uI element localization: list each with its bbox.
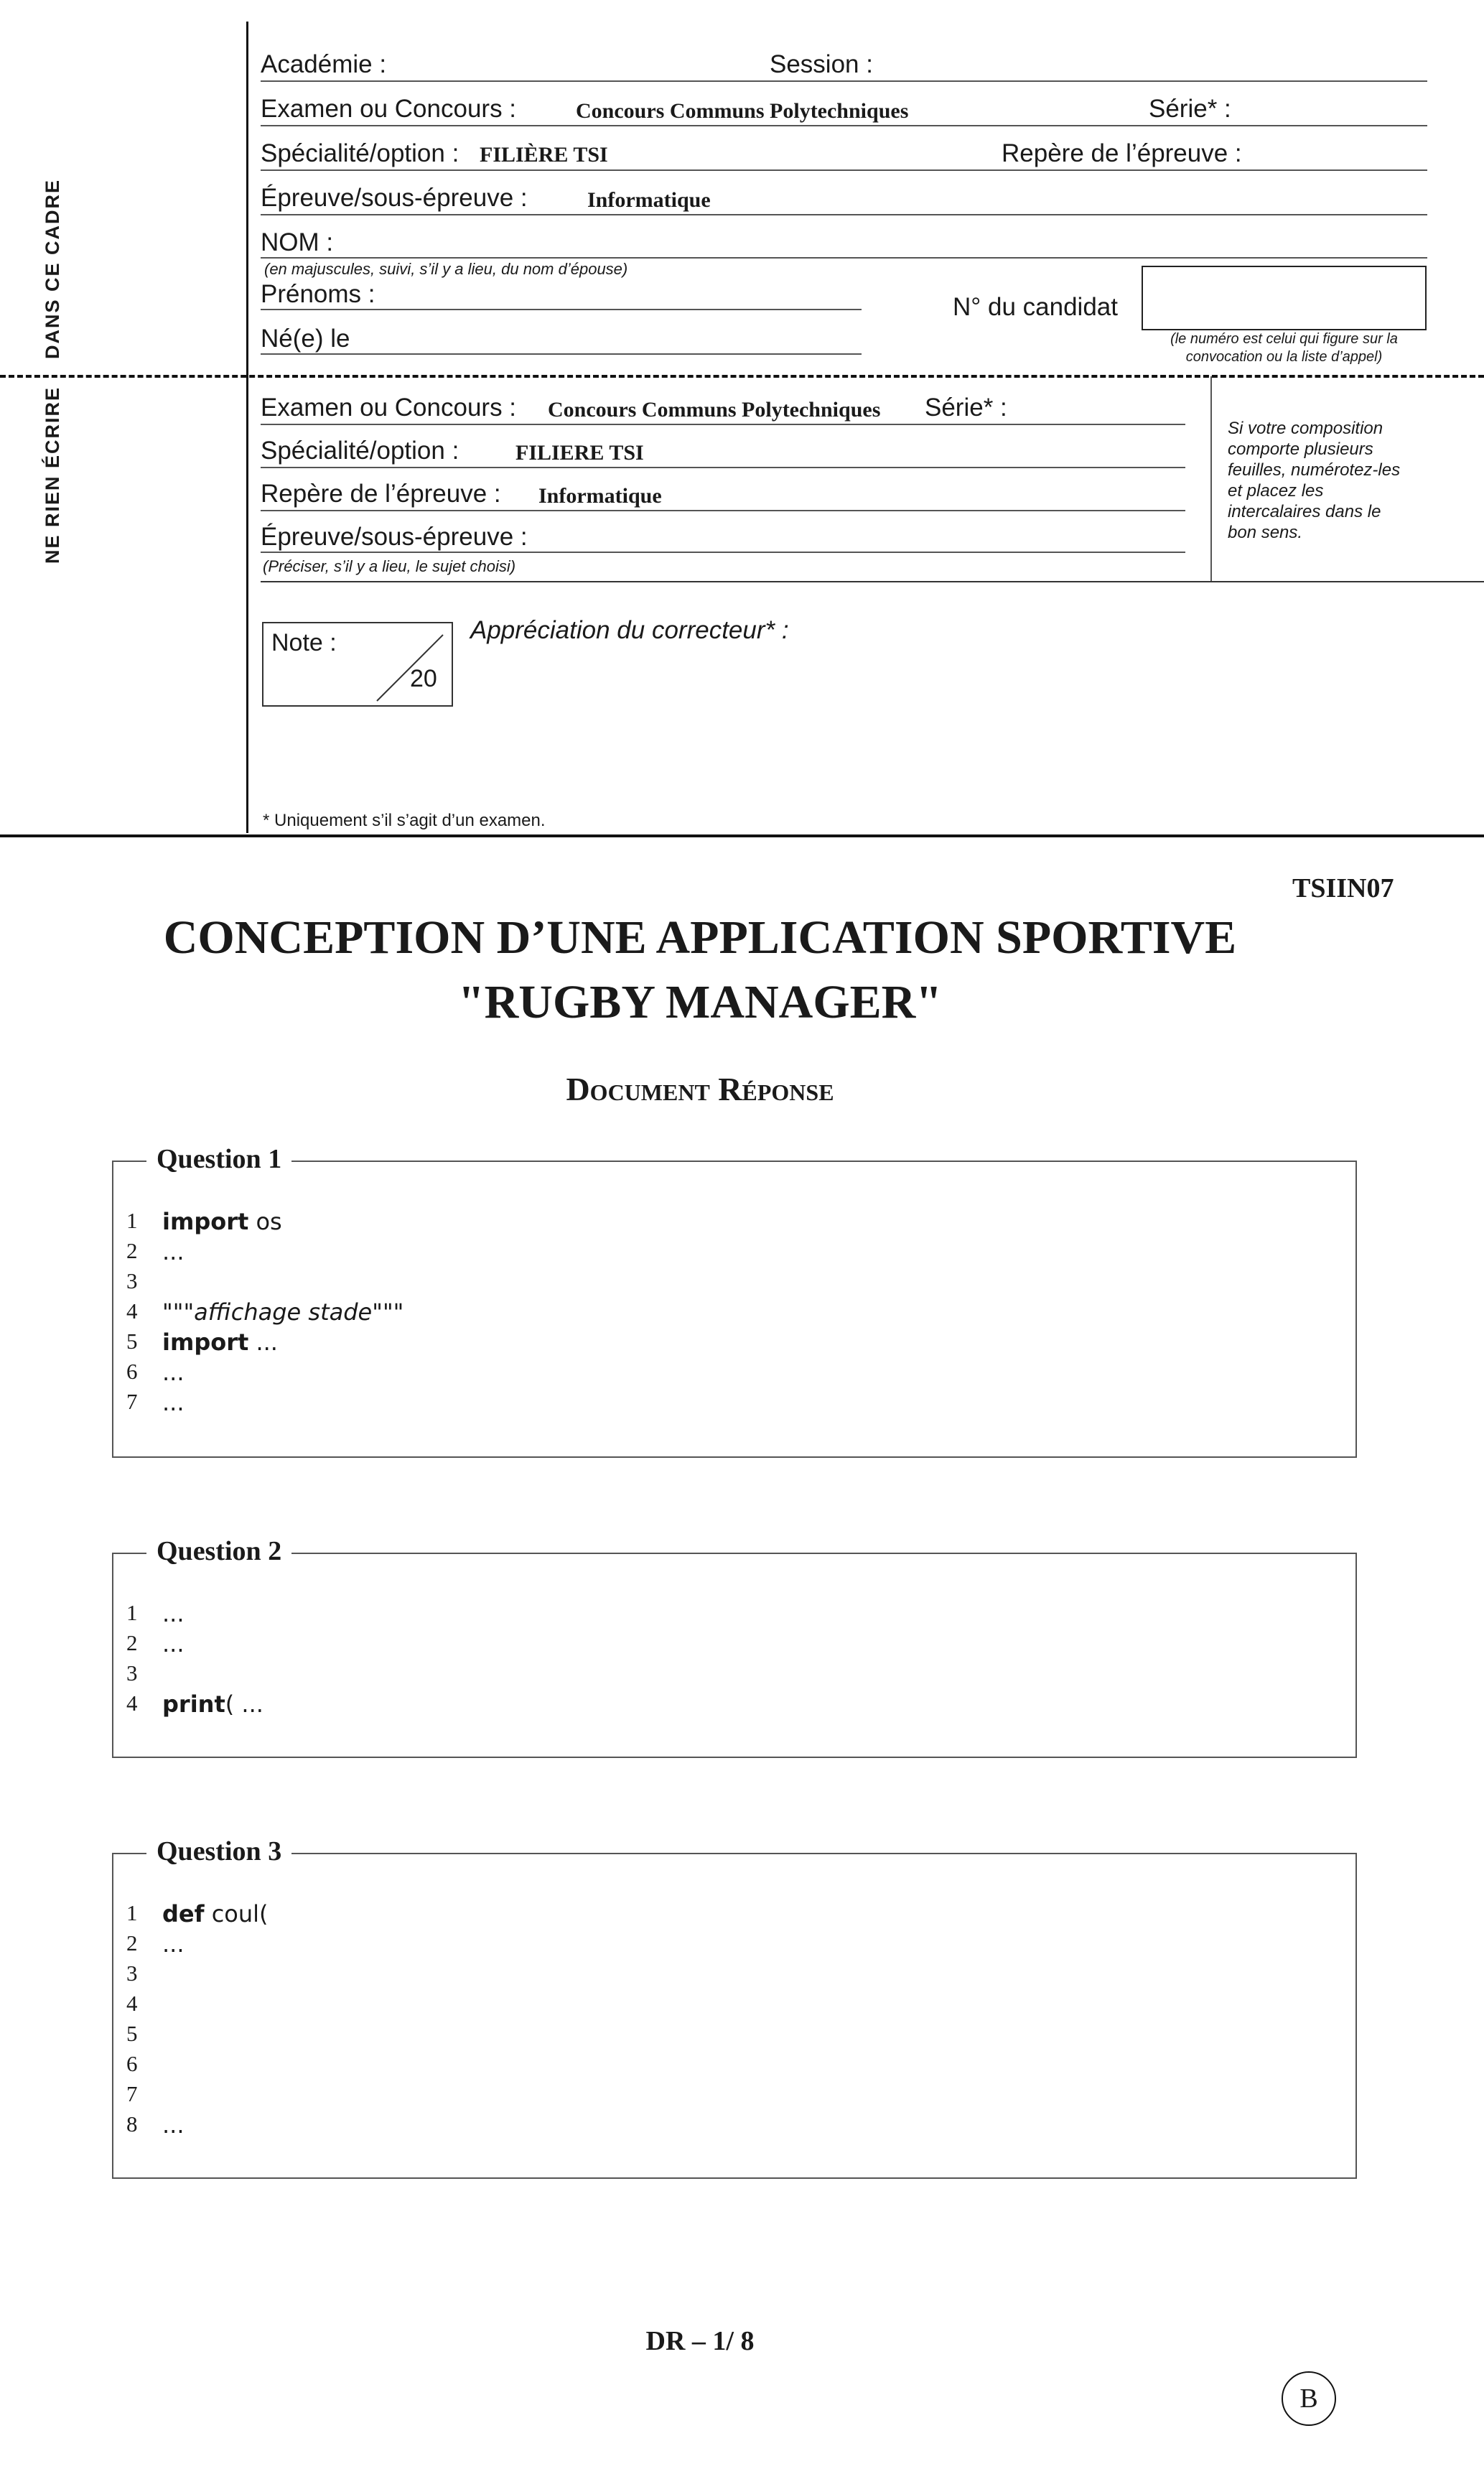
- line-number: 6: [126, 1359, 138, 1384]
- document-title-line-2: "RUGBY MANAGER": [458, 976, 942, 1028]
- line-number: 3: [126, 1660, 138, 1685]
- line-number: 4: [126, 1691, 138, 1716]
- code-keyword: print: [162, 1691, 225, 1718]
- code-keyword: import: [162, 1208, 249, 1235]
- line-number: 2: [126, 1930, 138, 1956]
- code-keyword: def: [162, 1900, 205, 1927]
- line-number: 5: [126, 2021, 138, 2046]
- lower-examen-label: Examen ou Concours :: [261, 394, 517, 422]
- side-note-line: feuilles, numérotez-les: [1228, 460, 1401, 480]
- lower-examen-line: [261, 424, 1185, 425]
- ne-label: Né(e) le: [261, 325, 350, 353]
- ne-line: [261, 353, 862, 355]
- code-text: ...: [248, 1329, 278, 1356]
- line-number: 2: [126, 1630, 138, 1655]
- side-note-line: et placez les: [1228, 481, 1324, 501]
- session-label: Session :: [770, 50, 873, 78]
- side-note: [1228, 418, 1436, 543]
- code-text: ...: [162, 1930, 185, 1958]
- code-line[interactable]: [162, 1691, 263, 1718]
- academie-label: Académie :: [261, 50, 387, 78]
- appreciation-label: Appréciation du correcteur* :: [470, 616, 789, 644]
- code-text: ...: [162, 1238, 185, 1265]
- lower-serie-label: Série* :: [925, 394, 1007, 422]
- epreuve-line: [261, 214, 1427, 215]
- epreuve-label: Épreuve/sous-épreuve :: [261, 184, 528, 212]
- question-2-box[interactable]: [112, 1553, 1357, 1758]
- line-number: 5: [126, 1329, 138, 1354]
- line-number: 8: [126, 2111, 138, 2136]
- code-line[interactable]: [162, 1298, 403, 1326]
- lower-repere-label: Repère de l’épreuve :: [261, 480, 501, 508]
- line-number: 3: [126, 1268, 138, 1293]
- lower-specialite-line: [261, 467, 1185, 468]
- version-badge: B: [1282, 2371, 1336, 2426]
- side-note-line: intercalaires dans le: [1228, 502, 1381, 521]
- prenoms-label: Prénoms :: [261, 280, 375, 308]
- line-number: 1: [126, 1900, 138, 1925]
- code-line[interactable]: [162, 1630, 185, 1657]
- code-text: ...: [162, 1389, 185, 1416]
- line-number: 4: [126, 1298, 138, 1324]
- question-3-title: Question 3: [146, 1836, 291, 1867]
- code-line[interactable]: [162, 2111, 185, 2139]
- question-3-box[interactable]: [112, 1853, 1357, 2179]
- code-line[interactable]: [162, 1900, 269, 1927]
- line-number: 1: [126, 1208, 138, 1233]
- lower-block-bottom-line: [261, 581, 1484, 582]
- side-note-line: bon sens.: [1228, 523, 1303, 542]
- question-1-title: Question 1: [146, 1143, 291, 1175]
- specialite-line: [261, 169, 1427, 171]
- margin-vertical-rule: [246, 22, 248, 833]
- line-number: 2: [126, 1238, 138, 1263]
- serie-label: Série* :: [1149, 95, 1231, 123]
- examen-line: [261, 125, 1427, 126]
- line-number: 7: [126, 2081, 138, 2106]
- prenoms-line: [261, 309, 862, 310]
- code-line[interactable]: [162, 1389, 185, 1416]
- lower-block-divider: [1210, 376, 1212, 581]
- side-text-lower: NE RIEN ÉCRIRE: [42, 386, 63, 564]
- examen-label: Examen ou Concours :: [261, 95, 517, 123]
- nom-line: [261, 257, 1427, 259]
- code-text: ...: [162, 1600, 185, 1627]
- repere-label: Repère de l’épreuve :: [1002, 139, 1242, 167]
- code-text: ( ...: [225, 1691, 263, 1718]
- line-number: 4: [126, 1991, 138, 2016]
- dashed-separator: [0, 375, 1484, 378]
- academie-line: [261, 80, 1427, 82]
- code-text: os: [248, 1208, 282, 1235]
- document-subtitle: Document Réponse: [566, 1071, 834, 1107]
- note-max: 20: [410, 665, 437, 692]
- footnote: * Uniquement s’il s’agit d’un examen.: [263, 811, 546, 830]
- question-2-title: Question 2: [146, 1535, 291, 1567]
- code-line[interactable]: [162, 1329, 278, 1356]
- lower-specialite-label: Spécialité/option :: [261, 437, 459, 465]
- code-text: ...: [162, 1359, 185, 1386]
- page-number: DR – 1/ 8: [645, 2326, 755, 2356]
- code-text: ...: [162, 2111, 185, 2139]
- lower-repere-value: Informatique: [538, 484, 662, 508]
- lower-repere-line: [261, 510, 1185, 511]
- side-text-upper: DANS CE CADRE: [42, 178, 63, 359]
- header-bottom-rule: [0, 834, 1484, 837]
- code-text: ...: [162, 1630, 185, 1657]
- lower-specialite-value: FILIERE TSI: [515, 441, 644, 465]
- specialite-value: FILIÈRE TSI: [480, 143, 608, 167]
- note-box[interactable]: [262, 622, 453, 707]
- code-line[interactable]: [162, 1930, 185, 1958]
- nom-label: NOM :: [261, 228, 334, 256]
- code-text: """affichage stade""": [162, 1298, 404, 1326]
- specialite-label: Spécialité/option :: [261, 139, 459, 167]
- candidat-number-field[interactable]: [1142, 266, 1427, 330]
- line-number: 6: [126, 2051, 138, 2076]
- document-title-line-1: CONCEPTION D’UNE APPLICATION SPORTIVE: [163, 911, 1237, 964]
- code-line[interactable]: [162, 1600, 185, 1627]
- code-keyword: import: [162, 1329, 249, 1356]
- nom-hint: (en majuscules, suivi, s’il y a lieu, du nom d’épouse): [264, 260, 628, 278]
- note-label: Note :: [271, 629, 337, 656]
- line-number: 1: [126, 1600, 138, 1625]
- code-line[interactable]: [162, 1238, 185, 1265]
- side-note-line: Si votre composition: [1228, 419, 1383, 438]
- code-line[interactable]: [162, 1359, 185, 1386]
- lower-epreuve-label: Épreuve/sous-épreuve :: [261, 523, 528, 551]
- epreuve-value: Informatique: [587, 188, 711, 212]
- line-number: 3: [126, 1961, 138, 1986]
- examen-value: Concours Communs Polytechniques: [576, 99, 909, 123]
- document-code: TSIIN07: [1292, 873, 1394, 903]
- lower-epreuve-hint: (Préciser, s’il y a lieu, le sujet choisi): [263, 557, 516, 575]
- line-number: 7: [126, 1389, 138, 1414]
- lower-examen-value: Concours Communs Polytechniques: [548, 398, 881, 422]
- code-text: coul(: [204, 1900, 269, 1927]
- side-note-line: comporte plusieurs: [1228, 440, 1373, 459]
- candidat-hint-1: (le numéro est celui qui figure sur la: [1170, 331, 1398, 347]
- lower-epreuve-line: [261, 552, 1185, 553]
- candidat-label: N° du candidat: [953, 293, 1118, 321]
- code-line[interactable]: [162, 1208, 282, 1235]
- candidat-hint-2: convocation ou la liste d’appel): [1185, 349, 1383, 365]
